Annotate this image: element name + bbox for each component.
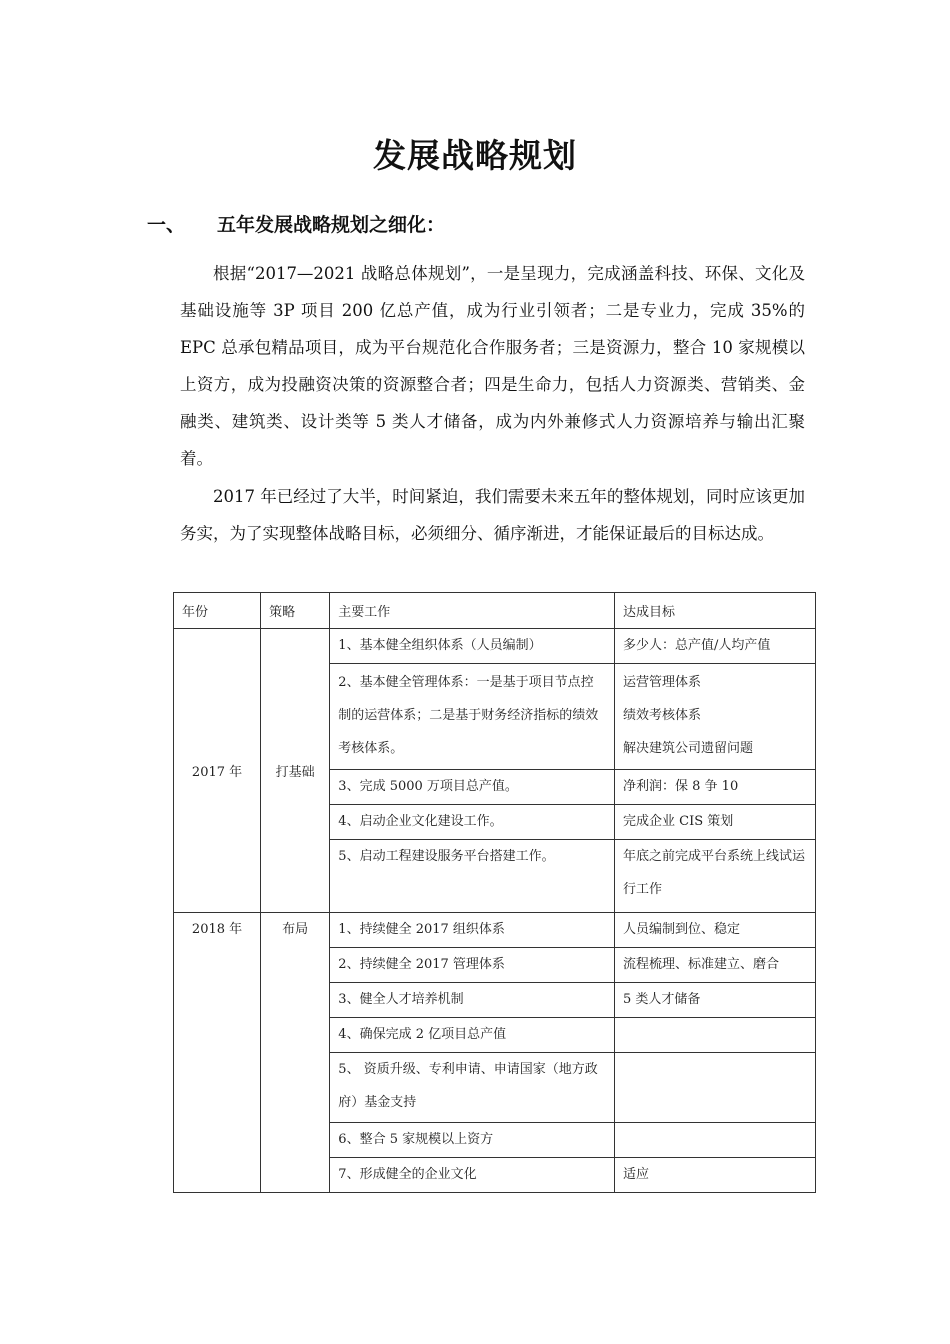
section-heading (147, 210, 445, 237)
goal-cell (615, 805, 816, 840)
goal-cell (615, 983, 816, 1018)
goal-cell (615, 948, 816, 983)
year-cell: 2017 年 (174, 629, 261, 913)
work-text: 3、健全人才培养机制 (338, 992, 464, 1007)
header-year: 年份 (174, 593, 261, 629)
work-cell (330, 1123, 615, 1158)
work-text: 1、基本健全组织体系（人员编制） (338, 638, 542, 653)
strategy-text: 布局 (282, 922, 309, 937)
goal-text: 流程梳理、标准建立、磨合 (623, 957, 780, 972)
work-cell (330, 948, 615, 983)
work-text: 2、持续健全 2017 管理体系 (338, 957, 505, 972)
goal-text: 净利润：保 8 争 10 (623, 779, 739, 794)
goal-cell (615, 1053, 816, 1123)
work-cell (330, 840, 615, 913)
goal-cell (615, 770, 816, 805)
goal-cell (615, 664, 816, 770)
table-row (174, 913, 816, 948)
goal-cell (615, 840, 816, 913)
work-text: 2、基本健全管理体系：一是基于项目节点控制的运营体系；二是基于财务经济指标的绩效考核体系。 (338, 675, 599, 756)
work-cell (330, 913, 615, 948)
header-strategy: 策略 (261, 593, 330, 629)
goal-text: 完成企业 CIS 策划 (623, 814, 734, 829)
year-cell (174, 913, 261, 1193)
goal-text: 解决建筑公司遗留问题 (623, 741, 754, 756)
work-cell (330, 805, 615, 840)
work-text: 5、启动工程建设服务平台搭建工作。 (338, 849, 555, 864)
work-text: 4、确保完成 2 亿项目总产值 (338, 1027, 507, 1042)
strategy-table (173, 592, 816, 1193)
work-text: 5、 资质升级、专利申请、申请国家（地方政府）基金支持 (338, 1062, 598, 1110)
paragraph-1: 根据“2017—2021 战略总体规划”，一是呈现力，完成涵盖科技、环保、文化及基础设施等 3P 项目 200 亿总产值，成为行业引领者；二是专业力，完成 35%的 EPC 总承包精品项目，成为平台规范化合作服务者；三是资源力，整合 10 家规模以上资方，成为投融资决策的资源整合者；四是生命力，包括人力资源类、营销类、金融类、建筑类、设计类等 5 类人才储备，成为内外兼修式人力资源培养与输出汇聚着。 (180, 264, 805, 468)
goal-cell (615, 629, 816, 664)
work-text: 1、持续健全 2017 组织体系 (338, 922, 505, 937)
goal-cell (615, 1158, 816, 1193)
work-text: 6、整合 5 家规模以上资方 (338, 1132, 494, 1147)
work-cell (330, 1018, 615, 1053)
year-text: 2018 年 (191, 922, 243, 937)
table-row (174, 629, 816, 664)
goal-text: 年底之前完成平台系统上线试运行工作 (623, 849, 806, 897)
work-cell (330, 1053, 615, 1123)
work-text: 4、启动企业文化建设工作。 (338, 814, 503, 829)
work-text: 7、形成健全的企业文化 (338, 1167, 477, 1182)
goal-cell (615, 1123, 816, 1158)
strategy-cell: 打基础 (261, 629, 330, 913)
header-work: 主要工作 (330, 593, 615, 629)
page-title: 发展战略规划 (373, 136, 577, 175)
goal-text: 绩效考核体系 (623, 708, 702, 723)
goal-text: 5 类人才储备 (623, 992, 701, 1007)
goal-text: 人员编制到位、稳定 (623, 922, 741, 937)
work-cell (330, 1158, 615, 1193)
work-cell (330, 983, 615, 1018)
paragraph-2: 2017 年已经过了大半，时间紧迫，我们需要未来五年的整体规划，同时应该更加务实，为了实现整体战略目标，必须细分、循序渐进，才能保证最后的目标达成。 (180, 487, 805, 543)
goal-cell (615, 1018, 816, 1053)
goal-text: 多少人：总产值/人均产值 (623, 638, 771, 653)
goal-text: 适应 (623, 1167, 650, 1182)
section-number: 一、 (147, 214, 186, 236)
goal-cell (615, 913, 816, 948)
work-cell (330, 629, 615, 664)
goal-text: 运营管理体系 (623, 675, 702, 690)
table-header-row (174, 593, 816, 629)
work-text: 3、完成 5000 万项目总产值。 (338, 779, 518, 794)
section-title: 五年发展战略规划之细化： (217, 214, 446, 236)
work-cell (330, 664, 615, 770)
strategy-cell (261, 913, 330, 1193)
work-cell (330, 770, 615, 805)
header-goal: 达成目标 (615, 593, 816, 629)
